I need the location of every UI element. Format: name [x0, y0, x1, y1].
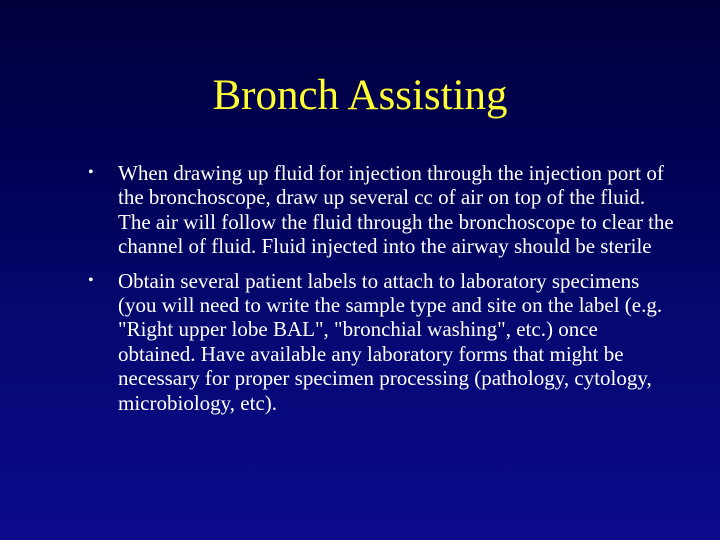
bullet-item-labels: [80, 269, 680, 415]
slide-title: Bronch Assisting: [212, 72, 508, 119]
bullet-item-injection: [80, 161, 680, 259]
bullet-text: Obtain several patient labels to attach to laboratory specimens (you will need to write the sample type and site on the label (e.g. "Right upper lobe BAL", "bronchial washing", etc.) once obtained. Have available any laboratory forms that might be necessary for proper specimen processing (pathology, cytology, microbiology, etc).: [118, 268, 663, 415]
bullet-icon: •: [88, 271, 94, 289]
bullet-text: When drawing up fluid for injection through the injection port of the bronchoscope, draw up several cc of air on top of the fluid. The air will follow the fluid through the bronchoscope to clear the channel of fluid. Fluid injected into the airway should be sterile: [118, 161, 674, 259]
bullet-list: [80, 161, 680, 425]
bullet-icon: •: [88, 164, 94, 181]
